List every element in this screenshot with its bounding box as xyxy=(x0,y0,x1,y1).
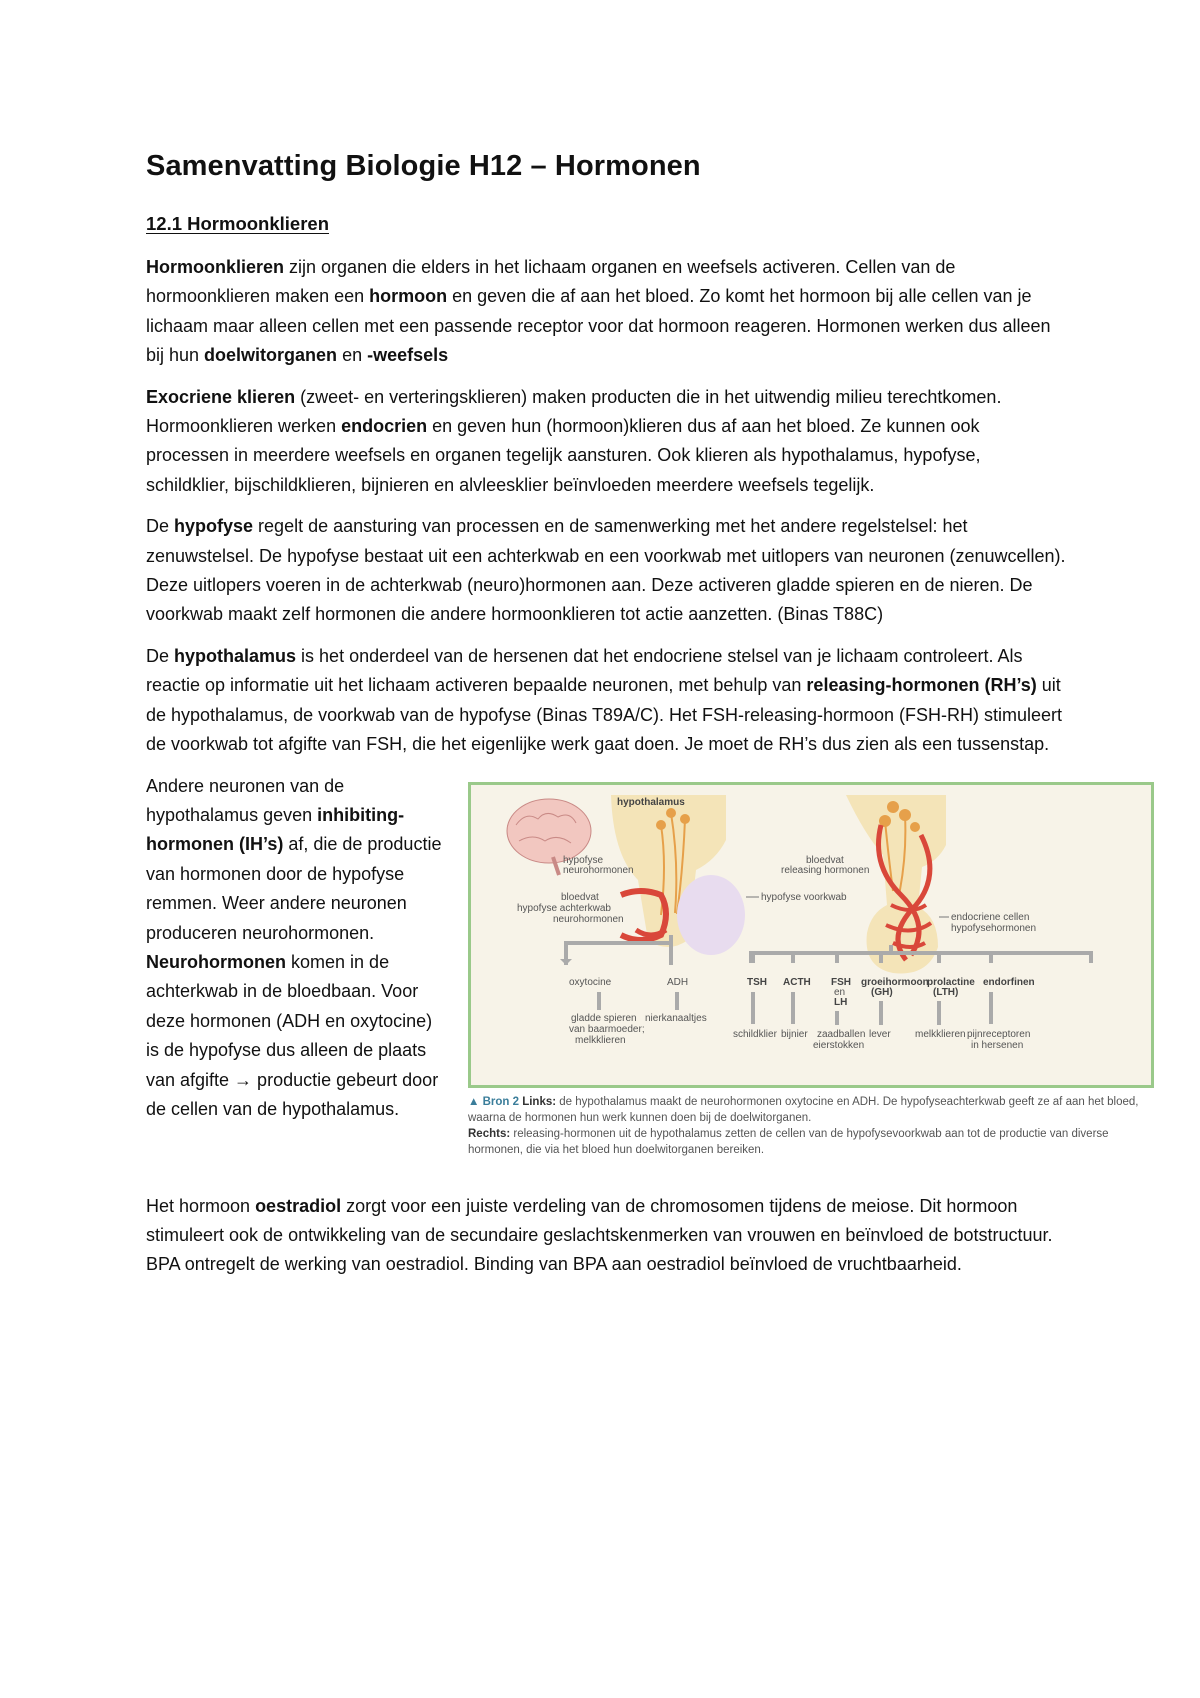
left-target-gladde-spieren: gladde spieren xyxy=(571,1012,637,1024)
label-achterkwab: hypofyse achterkwab xyxy=(517,902,611,914)
bold-term: Exocriene klieren xyxy=(146,386,296,407)
page-title: Samenvatting Biologie H12 – Hormonen xyxy=(146,150,701,182)
bold-term: inhibiting-hormonen (IH’s) xyxy=(146,804,405,855)
caption-links-label: Links: xyxy=(522,1095,557,1108)
left-target-melkklieren: melkklieren xyxy=(575,1034,626,1046)
hormone-diagram xyxy=(468,782,1154,1088)
left-target-baarmoeder: van baarmoeder; xyxy=(569,1023,645,1035)
right-target-schildklier: schildklier xyxy=(733,1028,777,1040)
label-voorkwab: hypofyse voorkwab xyxy=(761,891,847,903)
left-hormone-oxytocine: oxytocine xyxy=(569,976,612,988)
right-hormone-gh-abbr: (GH) xyxy=(871,986,893,998)
label-bloedvat-left: bloedvat xyxy=(561,891,599,903)
paragraph-exocriene-klieren xyxy=(146,383,1066,501)
bold-term: endocrien xyxy=(341,416,428,437)
text-run: Het hormoon xyxy=(146,1195,256,1216)
text-run: (zweet- en verteringsklieren) maken producten die in het uitwendig milieu terechtkomen. Hormoonklieren werken xyxy=(146,386,1002,437)
right-hormone-lth: (LTH) xyxy=(933,986,959,998)
left-hormone-adh: ADH xyxy=(667,976,689,988)
text-run: uit de hypothalamus, de voorkwab van de hypofyse (Binas T89A/C). Het FSH-releasing-hormoon (FSH-RH) stimuleert de voorkwab tot afgifte van FSH, die het eigenlijke werk gaat doen. Je moet de RH’s dus zien als een tussenstap. xyxy=(146,675,1063,755)
bold-term: doelwitorganen xyxy=(204,345,338,366)
text-run: en geven die af aan het bloed. Zo komt het hormoon bij alle cellen van je lichaam maar alleen cellen met een passende receptor voor dat hormoon reageren. Hormonen werken dus alleen bij hun xyxy=(146,286,1051,366)
hormone-diagram-svg xyxy=(471,785,1145,1079)
text-run: regelt de aansturing van processen en de samenwerking met het andere regelstelsel: het zenuwstelsel. De hypofyse bestaat uit een achterkwab en een voorkwab met uitlopers van neuronen (zenuwcellen). Deze uitlopers voeren in de achterkwab (neuro)hormonen aan. Deze activeren gladde spieren en de nieren. De voorkwab maakt zelf hormonen die andere hormoonklieren tot actie aanzetten. (Binas T88C) xyxy=(146,516,1066,625)
label-hypofysehormonen: hypofysehormonen xyxy=(951,922,1037,934)
label-hypothalamus: hypothalamus xyxy=(617,796,685,808)
right-hormone-prolactine: prolactine xyxy=(927,976,975,988)
right-target-pijnreceptoren: pijnreceptoren xyxy=(967,1028,1031,1040)
label-neurohormonen: neurohormonen xyxy=(553,913,624,925)
text-run: De xyxy=(146,645,175,666)
label-endocriene-cellen: endocriene cellen xyxy=(951,911,1030,923)
text-run: is het onderdeel van de hersenen dat het endocriene stelsel van je lichaam controleert. Als reactie op informatie uit het lichaam activeren bepaalde neuronen, met behulp van xyxy=(146,645,1023,696)
text-run: en xyxy=(337,345,368,366)
caption-source: ▲ Bron 2 xyxy=(468,1095,519,1108)
figure-section xyxy=(146,772,1139,1182)
right-hormone-fsh: FSH xyxy=(831,976,851,988)
right-target-lever: lever xyxy=(869,1028,891,1040)
paragraph-inhibiting-hormonen xyxy=(146,772,446,1125)
right-target-bijnier: bijnier xyxy=(781,1028,808,1040)
bold-term: hypofyse xyxy=(174,516,254,537)
right-target-melkklieren: melkklieren xyxy=(915,1028,966,1040)
section-heading: 12.1 Hormoonklieren xyxy=(146,213,330,234)
left-target-nierkanaaltjes: nierkanaaltjes xyxy=(645,1012,707,1024)
bold-term: -weefsels xyxy=(367,345,449,366)
right-hormone-tsh: TSH xyxy=(747,976,767,988)
label-bloedvat-right: bloedvat xyxy=(806,854,844,866)
text-run: Andere neuronen van de hypothalamus geven xyxy=(146,775,345,825)
caption-rechts-label: Rechts: xyxy=(468,1127,511,1140)
text-run: komen in de achterkwab in de bloedbaan. Voor deze hormonen (ADH en oxytocine) is de hypofyse dus alleen de plaats van afgifte → productie gebeurt door de cellen van de hypothalamus. xyxy=(146,951,439,1119)
bold-term: Neurohormonen xyxy=(146,951,287,972)
document-content xyxy=(146,150,1139,1292)
figure-caption xyxy=(468,1094,1148,1158)
bold-term: Hormoonklieren xyxy=(146,257,285,277)
bold-term: oestradiol xyxy=(255,1195,342,1216)
right-hypothalamus-gland xyxy=(846,795,946,973)
right-target-eierstokken: eierstokken xyxy=(813,1039,865,1051)
text-run: zijn organen die elders in het lichaam organen en weefsels activeren. Cellen van de hormoonklieren maken een xyxy=(146,257,956,307)
paragraph-hypofyse xyxy=(146,512,1066,630)
right-hormone-endorfinen: endorfinen xyxy=(983,976,1035,988)
label-neurohormonen-top: neurohormonen xyxy=(563,864,634,876)
paragraph-hormoonklieren xyxy=(146,253,1066,371)
left-voorkwab xyxy=(677,875,745,955)
bold-term: hormoon xyxy=(369,286,448,307)
right-target-in-hersenen: in hersenen xyxy=(971,1039,1024,1051)
right-hormone-fsh-en: en xyxy=(834,986,846,998)
label-hypofyse: hypofyse xyxy=(563,854,604,866)
text-run: af, die de productie van hormonen door de hypofyse remmen. Weer andere neuronen produceren neurohormonen. xyxy=(146,834,442,943)
caption-rechts-text: releasing-hormonen uit de hypothalamus zetten de cellen van de hypofysevoorkwab aan tot de productie van diverse hormonen, die via het bloed hun doelwitorganen bereiken. xyxy=(468,1127,1109,1156)
text-run: en geven hun (hormoon)klieren dus af aan het bloed. Ze kunnen ook processen in meerdere weefsels en organen tegelijk aansturen. Ook klieren als hypothalamus, hypofyse, schildklier, bijschildklieren, bijnieren en alvleesklier beïnvloeden meerdere weefsels tegelijk. xyxy=(146,416,981,495)
bold-term: hypothalamus xyxy=(174,645,297,666)
bold-term: releasing-hormonen (RH’s) xyxy=(806,675,1037,696)
text-run: De xyxy=(146,516,175,537)
right-hormone-gh: groeihormoon xyxy=(861,976,929,988)
right-target-zaadballen: zaadballen xyxy=(817,1028,866,1040)
paragraph-oestradiol xyxy=(146,1192,1066,1280)
right-hormone-acth: ACTH xyxy=(783,976,811,988)
text-run: zorgt voor een juiste verdeling van de chromosomen tijdens de meiose. Dit hormoon stimuleert ook de ontwikkeling van de secundaire geslachtskenmerken van vrouwen en beïnvloed de botstructuur. BPA ontregelt de werking van oestradiol. Binding van BPA aan oestradiol beïnvloed de vruchtbaarheid. xyxy=(146,1195,1053,1275)
caption-links-text: de hypothalamus maakt de neurohormonen oxytocine en ADH. De hypofyseachterkwab geeft ze af aan het bloed, waarna de hormonen hun werk kunnen doen bij de doelwitorganen. xyxy=(468,1095,1139,1124)
right-hormone-lh: LH xyxy=(834,996,848,1008)
paragraph-hypothalamus xyxy=(146,642,1066,760)
label-releasing: releasing hormonen xyxy=(781,864,870,876)
